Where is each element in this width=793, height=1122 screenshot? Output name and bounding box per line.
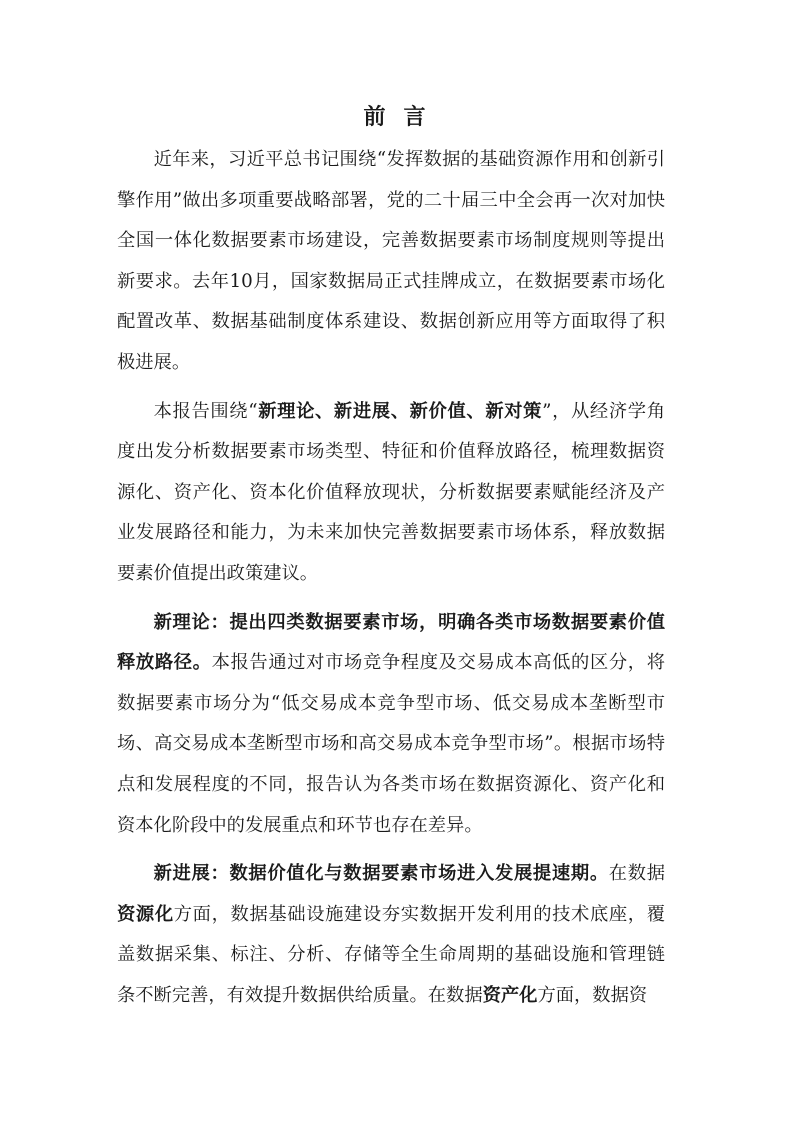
paragraph-4-text-1: 在数据 <box>608 863 666 885</box>
paragraph-2-text-before: 本报告围绕“ <box>153 400 258 422</box>
paragraph-gap <box>117 846 665 854</box>
paragraph-gap <box>117 384 665 392</box>
paragraph-1 <box>117 140 665 384</box>
paragraph-4 <box>117 854 665 1016</box>
paragraph-4-bold-resource: 资源化 <box>117 903 174 925</box>
paragraph-4-text-2: 方面，数据基础设施建设夯实数据开发利用的技术底座，覆盖数据采集、标注、分析、存储等全生命周期的基础设施和管理链条不断完善，有效提升数据供给质量。在数据 <box>117 903 666 1006</box>
paragraph-gap <box>117 595 665 603</box>
paragraph-2 <box>117 392 665 595</box>
paragraph-3-bold-heading: 新理论：提出四类数据要素市场，明确各类市场数据要素价值释放路径。 <box>117 611 665 674</box>
paragraph-1-text: 近年来，习近平总书记围绕“发挥数据的基础资源作用和创新引擎作用”做出多项重要战略部署，党的二十届三中全会再一次对加快全国一体化数据要素市场建设，完善数据要素市场制度规则等提出新要求。去年10月，国家数据局正式挂牌成立，在数据要素市场化配置改革、数据基础制度体系建设、数据创新应用等方面取得了积极进展。 <box>117 149 665 373</box>
body-text <box>117 140 665 1016</box>
paragraph-4-text-3: 方面，数据资 <box>537 984 648 1006</box>
paragraph-4-bold-asset: 资产化 <box>482 984 538 1006</box>
paragraph-2-text-after: ”，从经济学角度出发分析数据要素市场类型、特征和价值释放路径，梳理数据资源化、资产化、资本化价值释放现状，分析数据要素赋能经济及产业发展路径和能力，为未来加快完善数据要素市场体系，释放数据要素价值提出政策建议。 <box>117 400 665 584</box>
paragraph-3-text: 本报告通过对市场竞争程度及交易成本高低的区分，将数据要素市场分为“低交易成本竞争型市场、低交易成本垄断型市场、高交易成本垄断型市场和高交易成本竞争型市场”。根据市场特点和发展程度的不同，报告认为各类市场在数据资源化、资产化和资本化阶段中的发展重点和环节也存在差异。 <box>117 652 666 836</box>
paragraph-2-bold-keywords: 新理论、新进展、新价值、新对策 <box>257 400 543 422</box>
page-title: 前言 <box>363 105 444 130</box>
paragraph-3 <box>117 603 665 847</box>
paragraph-4-bold-heading: 新进展：数据价值化与数据要素市场进入发展提速期。 <box>153 863 609 885</box>
